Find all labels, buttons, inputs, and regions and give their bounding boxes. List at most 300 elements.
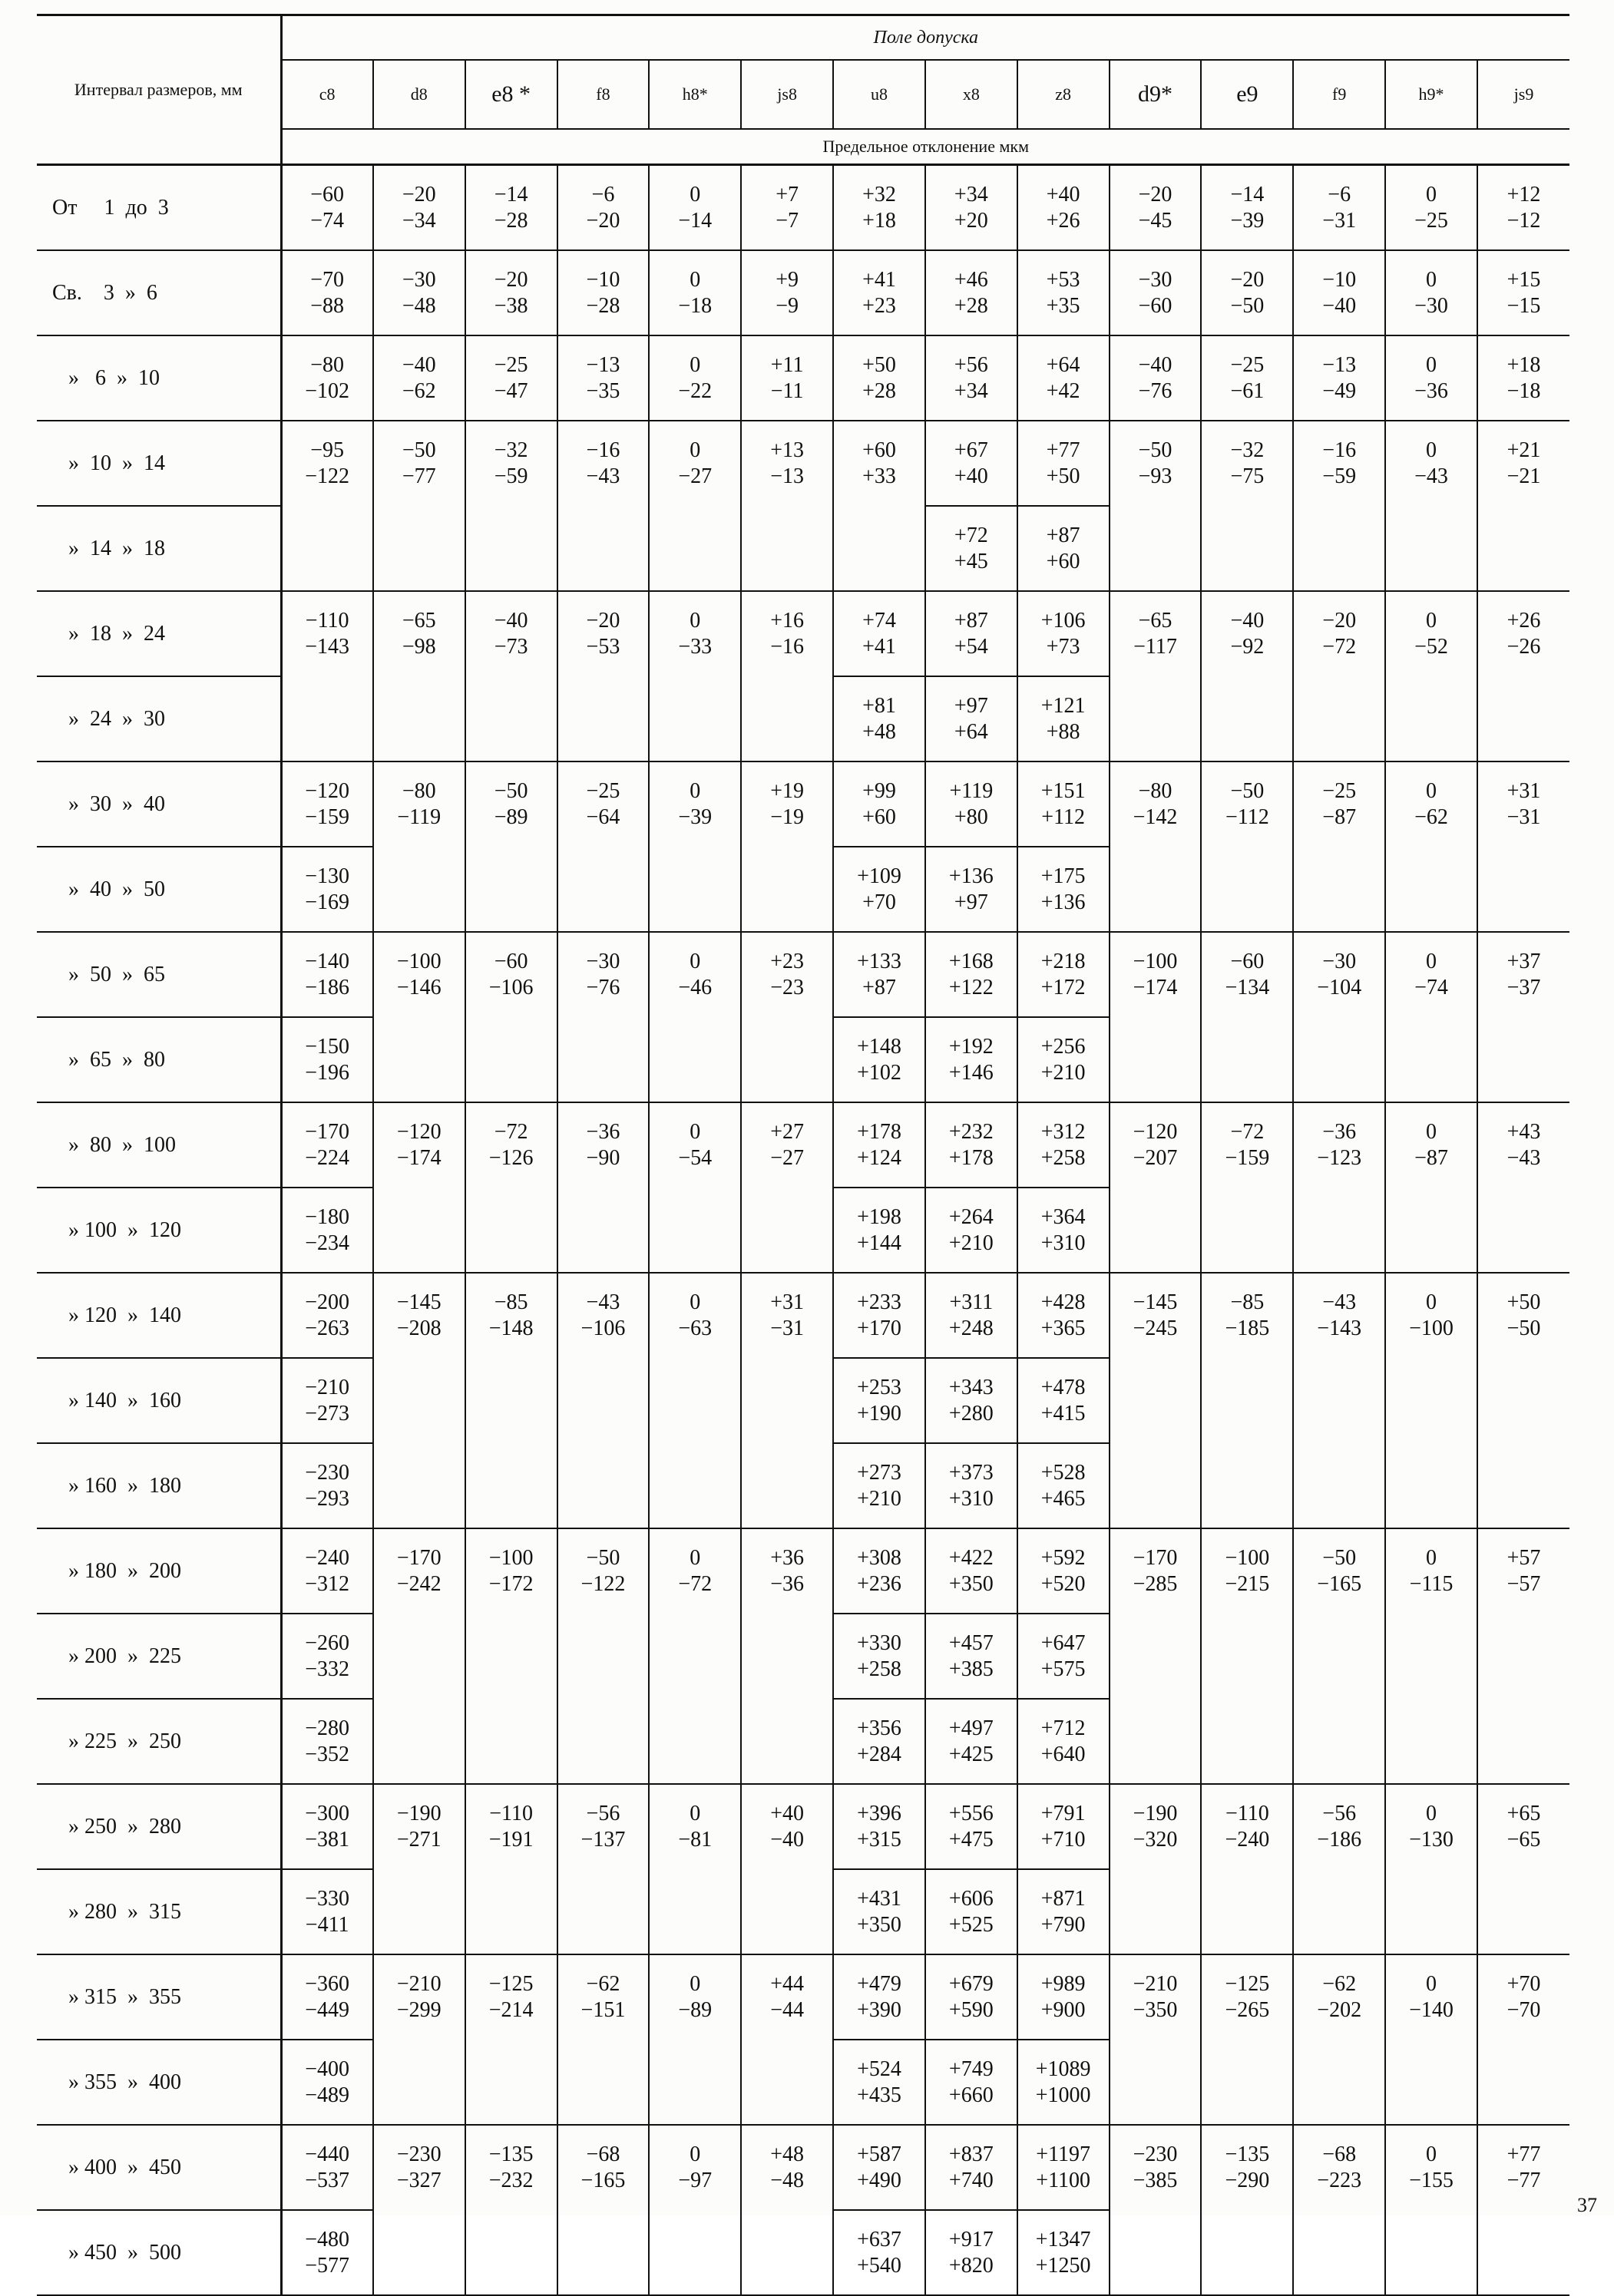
lower-deviation: +820	[948, 2253, 994, 2278]
upper-deviation: −40	[494, 609, 528, 633]
upper-deviation: −20	[402, 182, 436, 206]
lower-deviation: +34	[954, 378, 988, 403]
deviation-cell	[1201, 421, 1293, 506]
lower-deviation: −174	[396, 1146, 442, 1170]
deviation-cell	[833, 250, 925, 335]
upper-deviation: −40	[402, 352, 436, 377]
lower-deviation: −77	[1507, 2169, 1541, 2192]
interval-header: Интервал размеров, мм	[37, 15, 281, 165]
deviation-cell	[1201, 1528, 1293, 1614]
size-interval-label: » 355 » 400	[37, 2040, 281, 2125]
upper-deviation: +15	[1507, 267, 1541, 292]
deviation-cell	[1017, 506, 1110, 591]
upper-deviation: +48	[770, 2142, 805, 2166]
deviation-cell	[741, 1273, 833, 1358]
lower-deviation: −48	[402, 293, 436, 318]
upper-deviation: −125	[1225, 1972, 1270, 1996]
upper-deviation: +606	[948, 1886, 994, 1911]
upper-deviation: −230	[305, 1460, 350, 1485]
lower-deviation: −320	[1133, 1828, 1178, 1852]
upper-deviation: −32	[494, 438, 528, 462]
deviation-cell	[1385, 2210, 1477, 2295]
deviation-cell	[373, 932, 465, 1017]
deviation-cell	[1110, 1102, 1202, 1188]
deviation-cell	[649, 1358, 741, 1443]
deviation-cell	[1110, 1273, 1202, 1358]
upper-deviation: 0	[1426, 779, 1437, 803]
deviation-cell	[649, 1869, 741, 1954]
lower-deviation: −119	[397, 805, 442, 829]
deviation-cell	[281, 2210, 373, 2295]
upper-deviation: −6	[1328, 182, 1351, 206]
upper-deviation: +34	[954, 182, 988, 206]
deviation-cell	[1110, 421, 1202, 506]
deviation-cell	[925, 1358, 1017, 1443]
deviation-cell	[373, 506, 465, 591]
upper-deviation: +311	[949, 1290, 994, 1314]
lower-deviation: +590	[948, 1997, 994, 2022]
lower-deviation: −31	[770, 1316, 805, 1340]
deviation-cell	[833, 1784, 925, 1869]
deviation-cell	[1017, 932, 1110, 1017]
lower-deviation: −72	[1322, 635, 1357, 659]
upper-deviation: −50	[1230, 779, 1265, 803]
upper-deviation: +791	[1040, 1801, 1086, 1825]
upper-deviation: +528	[1040, 1460, 1086, 1485]
lower-deviation: +465	[1040, 1486, 1086, 1511]
upper-deviation: +56	[954, 352, 988, 377]
deviation-cell	[281, 1443, 373, 1528]
lower-deviation: +350	[857, 1912, 901, 1937]
upper-deviation: +151	[1040, 778, 1086, 803]
deviation-cell	[1477, 1017, 1569, 1102]
upper-deviation: +1089	[1035, 2056, 1091, 2081]
lower-deviation: −242	[396, 1572, 442, 1596]
lower-deviation: −26	[1507, 635, 1541, 659]
table-row	[37, 676, 1569, 761]
lower-deviation: −245	[1133, 1316, 1178, 1340]
deviation-cell	[1385, 591, 1477, 676]
deviation-cell	[1201, 1443, 1293, 1528]
upper-deviation: +16	[770, 609, 805, 633]
upper-deviation: −50	[1138, 438, 1172, 462]
deviation-cell	[833, 847, 925, 932]
lower-deviation: −33	[678, 635, 713, 659]
deviation-cell	[373, 1017, 465, 1102]
upper-deviation: −230	[396, 2142, 442, 2166]
deviation-cell	[1017, 1869, 1110, 1954]
upper-deviation: −6	[591, 182, 615, 206]
deviation-cell	[925, 932, 1017, 1017]
lower-deviation: −89	[678, 1998, 713, 2022]
size-interval-label: » 225 » 250	[37, 1699, 281, 1784]
lower-deviation: +88	[1046, 719, 1080, 744]
lower-deviation: −74	[1414, 976, 1448, 999]
lower-deviation: −73	[494, 635, 528, 659]
deviation-cell	[1201, 2210, 1293, 2295]
upper-deviation: −50	[586, 1546, 620, 1570]
deviation-cell	[741, 591, 833, 676]
lower-deviation: +425	[948, 1742, 994, 1766]
table-body	[37, 165, 1569, 2296]
lower-deviation: +80	[954, 804, 988, 829]
upper-deviation: −60	[310, 182, 345, 206]
deviation-cell	[1017, 165, 1110, 251]
deviation-cell	[1017, 1528, 1110, 1614]
table-row	[37, 1358, 1569, 1443]
lower-deviation: −489	[305, 2083, 350, 2107]
deviation-cell	[925, 250, 1017, 335]
deviation-cell	[1293, 1358, 1385, 1443]
deviation-cell	[741, 506, 833, 591]
lower-deviation: +60	[862, 804, 896, 829]
upper-deviation: 0	[690, 950, 701, 973]
lower-deviation: −14	[678, 208, 713, 233]
lower-deviation: −98	[402, 635, 436, 659]
lower-deviation: −89	[494, 805, 528, 829]
upper-deviation: 0	[1426, 2142, 1437, 2166]
lower-deviation: +102	[857, 1060, 901, 1085]
upper-deviation: +77	[1507, 2142, 1541, 2166]
column-header: js8	[741, 60, 833, 129]
upper-deviation: +198	[857, 1204, 901, 1229]
upper-deviation: +64	[1046, 352, 1080, 377]
lower-deviation: −265	[1225, 1998, 1270, 2022]
deviation-cell	[1477, 1699, 1569, 1784]
size-interval-label: » 250 » 280	[37, 1784, 281, 1869]
deviation-cell	[373, 1614, 465, 1699]
deviation-cell	[833, 591, 925, 676]
size-interval-label: » 100 » 120	[37, 1188, 281, 1273]
lower-deviation: +40	[954, 464, 988, 488]
upper-deviation: 0	[690, 267, 701, 292]
upper-deviation: +312	[1040, 1119, 1086, 1144]
lower-deviation: −90	[586, 1146, 620, 1170]
lower-deviation: −215	[1225, 1572, 1270, 1596]
upper-deviation: −13	[1322, 352, 1357, 377]
lower-deviation: −43	[1414, 464, 1448, 488]
deviation-cell	[281, 1869, 373, 1954]
deviation-cell	[649, 2210, 741, 2295]
deviation-cell	[1385, 1188, 1477, 1273]
deviation-cell	[373, 165, 465, 251]
deviation-cell	[741, 1869, 833, 1954]
upper-deviation: 0	[690, 1546, 701, 1570]
lower-deviation: −36	[1414, 378, 1448, 403]
deviation-cell	[1110, 591, 1202, 676]
table-row	[37, 761, 1569, 847]
upper-deviation: +23	[770, 950, 805, 973]
deviation-cell	[741, 421, 833, 506]
lower-deviation: −39	[678, 805, 713, 829]
deviation-cell	[373, 1784, 465, 1869]
upper-deviation: +428	[1040, 1290, 1086, 1314]
deviation-cell	[1385, 1358, 1477, 1443]
deviation-cell	[373, 2125, 465, 2210]
deviation-cell	[833, 1954, 925, 2040]
deviation-cell	[741, 1954, 833, 2040]
deviation-cell	[557, 1188, 650, 1273]
upper-deviation: −43	[586, 1290, 620, 1314]
upper-deviation: −40	[1230, 609, 1265, 633]
lower-deviation: −202	[1317, 1998, 1362, 2022]
lower-deviation: −169	[305, 890, 350, 914]
deviation-cell	[557, 1443, 650, 1528]
lower-deviation: −240	[1225, 1828, 1270, 1852]
lower-deviation: +172	[1040, 975, 1086, 999]
lower-deviation: +740	[948, 2168, 994, 2192]
upper-deviation: +9	[776, 267, 799, 292]
lower-deviation: +48	[862, 719, 896, 744]
upper-deviation: −20	[1230, 267, 1265, 292]
deviation-cell	[281, 165, 373, 251]
upper-deviation: −32	[1230, 438, 1265, 462]
lower-deviation: +900	[1040, 1997, 1086, 2022]
deviation-cell	[1385, 1017, 1477, 1102]
deviation-cell	[1110, 676, 1202, 761]
size-interval-label: » 160 » 180	[37, 1443, 281, 1528]
upper-deviation: +647	[1040, 1630, 1086, 1655]
deviation-cell	[373, 1102, 465, 1188]
lower-deviation: −30	[1414, 293, 1448, 318]
lower-deviation: −11	[770, 378, 804, 403]
lower-deviation: −97	[678, 2169, 713, 2192]
lower-deviation: +350	[948, 1571, 994, 1596]
upper-deviation: 0	[1426, 1802, 1437, 1825]
lower-deviation: −61	[1230, 378, 1265, 403]
deviation-cell	[925, 1614, 1017, 1699]
lower-deviation: −350	[1133, 1998, 1178, 2022]
table-row	[37, 1699, 1569, 1784]
deviation-cell	[373, 1273, 465, 1358]
deviation-cell	[649, 932, 741, 1017]
upper-deviation: +343	[948, 1375, 994, 1399]
deviation-cell	[649, 591, 741, 676]
column-header: e8 *	[465, 60, 557, 129]
lower-deviation: −44	[770, 1998, 805, 2022]
upper-deviation: −20	[494, 267, 528, 292]
upper-deviation: +218	[1040, 949, 1086, 973]
deviation-cell	[281, 761, 373, 847]
deviation-cell	[925, 761, 1017, 847]
lower-deviation: −142	[1133, 805, 1178, 829]
upper-deviation: −62	[1322, 1972, 1357, 1996]
deviation-cell	[1293, 1443, 1385, 1528]
deviation-cell	[1293, 2125, 1385, 2210]
deviation-cell	[833, 1699, 925, 1784]
upper-deviation: −25	[1322, 779, 1357, 803]
column-header: e9	[1201, 60, 1293, 129]
page-number: 37	[1577, 2194, 1597, 2216]
lower-deviation: −15	[1507, 293, 1541, 318]
deviation-cell	[833, 2210, 925, 2295]
deviation-cell	[1293, 1614, 1385, 1699]
deviation-cell	[281, 1954, 373, 2040]
lower-deviation: −122	[580, 1572, 626, 1596]
upper-deviation: −190	[1133, 1802, 1178, 1825]
deviation-cell	[833, 1358, 925, 1443]
deviation-cell	[833, 2125, 925, 2210]
deviation-cell	[741, 1188, 833, 1273]
deviation-cell	[465, 421, 557, 506]
upper-deviation: −14	[494, 182, 528, 206]
lower-deviation: −49	[1322, 378, 1357, 403]
deviation-cell	[1201, 1699, 1293, 1784]
lower-deviation: −146	[396, 976, 442, 999]
upper-deviation: −65	[402, 609, 436, 633]
upper-deviation: −40	[1138, 352, 1172, 377]
lower-deviation: +136	[1040, 890, 1086, 914]
upper-deviation: 0	[690, 609, 701, 633]
deviation-cell	[281, 1614, 373, 1699]
deviation-cell	[1201, 1358, 1293, 1443]
upper-deviation: −100	[488, 1546, 534, 1570]
lower-deviation: −159	[305, 804, 350, 829]
lower-deviation: +210	[857, 1486, 901, 1511]
upper-deviation: +1347	[1035, 2227, 1091, 2251]
upper-deviation: 0	[1426, 267, 1437, 292]
deviation-cell	[649, 676, 741, 761]
deviation-cell	[741, 1614, 833, 1699]
upper-deviation: −72	[494, 1120, 528, 1144]
lower-deviation: −20	[586, 208, 620, 233]
size-interval-label: » 200 » 225	[37, 1614, 281, 1699]
lower-deviation: +97	[954, 890, 988, 914]
lower-deviation: −12	[1507, 208, 1541, 233]
deviation-cell	[1385, 1102, 1477, 1188]
lower-deviation: −53	[586, 635, 620, 659]
deviation-cell	[1110, 250, 1202, 335]
lower-deviation: −47	[494, 378, 528, 403]
size-interval-label: » 30 » 40	[37, 761, 281, 847]
size-interval-label: » 80 » 100	[37, 1102, 281, 1188]
lower-deviation: −43	[1507, 1146, 1541, 1170]
deviation-cell	[465, 1443, 557, 1528]
deviation-cell	[649, 250, 741, 335]
lower-deviation: −137	[580, 1828, 626, 1852]
lower-deviation: −59	[1322, 464, 1357, 488]
deviation-cell	[1017, 2040, 1110, 2125]
size-interval-label: » 450 » 500	[37, 2210, 281, 2295]
lower-deviation: +520	[1040, 1571, 1086, 1596]
upper-deviation: −14	[1230, 182, 1265, 206]
upper-deviation: −200	[305, 1290, 350, 1314]
deviation-cell	[1385, 250, 1477, 335]
upper-deviation: +422	[948, 1545, 994, 1570]
lower-deviation: +1100	[1036, 2168, 1091, 2192]
column-header: x8	[925, 60, 1017, 129]
column-header: f8	[557, 60, 650, 129]
lower-deviation: +33	[862, 464, 896, 488]
size-interval-label: » 6 » 10	[37, 335, 281, 421]
deviation-cell	[465, 591, 557, 676]
upper-deviation: +36	[770, 1546, 805, 1570]
upper-deviation: −56	[1322, 1802, 1357, 1825]
upper-deviation: +31	[770, 1290, 805, 1314]
lower-deviation: +23	[862, 293, 896, 318]
deviation-cell	[649, 1614, 741, 1699]
deviation-cell	[1017, 2125, 1110, 2210]
deviation-cell	[925, 1528, 1017, 1614]
lower-deviation: −39	[1230, 208, 1265, 233]
deviation-cell	[281, 1784, 373, 1869]
lower-deviation: −208	[396, 1316, 442, 1340]
upper-deviation: −36	[586, 1120, 620, 1144]
deviation-cell	[1385, 847, 1477, 932]
deviation-cell	[925, 1273, 1017, 1358]
deviation-cell	[1110, 2210, 1202, 2295]
deviation-cell	[1477, 421, 1569, 506]
deviation-cell	[281, 335, 373, 421]
upper-deviation: +133	[857, 949, 901, 973]
deviation-cell	[1477, 335, 1569, 421]
upper-deviation: +32	[862, 182, 896, 206]
lower-deviation: −62	[1414, 805, 1448, 829]
deviation-cell	[557, 1358, 650, 1443]
upper-deviation: +60	[862, 438, 896, 462]
upper-deviation: +65	[1507, 1802, 1541, 1825]
deviation-cell	[1293, 2210, 1385, 2295]
lower-deviation: −148	[488, 1316, 534, 1340]
deviation-cell	[833, 1102, 925, 1188]
upper-deviation: +53	[1046, 267, 1080, 292]
upper-deviation: −16	[1322, 438, 1357, 462]
upper-deviation: −125	[488, 1972, 534, 1996]
upper-deviation: −95	[310, 438, 345, 462]
upper-deviation: 0	[1426, 609, 1437, 633]
lower-deviation: −196	[305, 1060, 350, 1085]
table-row	[37, 1443, 1569, 1528]
upper-deviation: +12	[1507, 182, 1541, 206]
deviation-cell	[1477, 591, 1569, 676]
deviation-cell	[925, 1954, 1017, 2040]
deviation-cell	[741, 1784, 833, 1869]
lower-deviation: +112	[1041, 804, 1086, 829]
deviation-cell	[1477, 1273, 1569, 1358]
lower-deviation: −22	[678, 378, 713, 403]
upper-deviation: −50	[1322, 1546, 1357, 1570]
deviation-cell	[373, 250, 465, 335]
deviation-cell	[649, 1443, 741, 1528]
upper-deviation: +18	[1507, 352, 1541, 377]
upper-deviation: −60	[494, 950, 528, 973]
deviation-cell	[741, 1358, 833, 1443]
lower-deviation: −59	[494, 464, 528, 488]
lower-deviation: −537	[305, 2168, 350, 2192]
deviation-cell	[1017, 1017, 1110, 1102]
deviation-cell	[1385, 1954, 1477, 2040]
deviation-cell	[1385, 1273, 1477, 1358]
upper-deviation: −68	[586, 2142, 620, 2166]
deviation-cell	[557, 1954, 650, 2040]
upper-deviation: −36	[1322, 1120, 1357, 1144]
deviation-cell	[1110, 1699, 1202, 1784]
upper-deviation: 0	[1426, 1120, 1437, 1144]
upper-deviation: −260	[305, 1630, 350, 1655]
upper-deviation: −280	[305, 1716, 350, 1740]
deviation-cell	[1201, 506, 1293, 591]
upper-deviation: −50	[494, 779, 528, 803]
table-row	[37, 2040, 1569, 2125]
lower-deviation: +41	[862, 634, 896, 659]
upper-deviation: −120	[305, 778, 350, 803]
lower-deviation: −143	[1317, 1316, 1362, 1340]
upper-deviation: +99	[862, 778, 896, 803]
size-interval-label: » 140 » 160	[37, 1358, 281, 1443]
deviation-cell	[281, 1699, 373, 1784]
deviation-cell	[373, 335, 465, 421]
table-row	[37, 1954, 1569, 2040]
